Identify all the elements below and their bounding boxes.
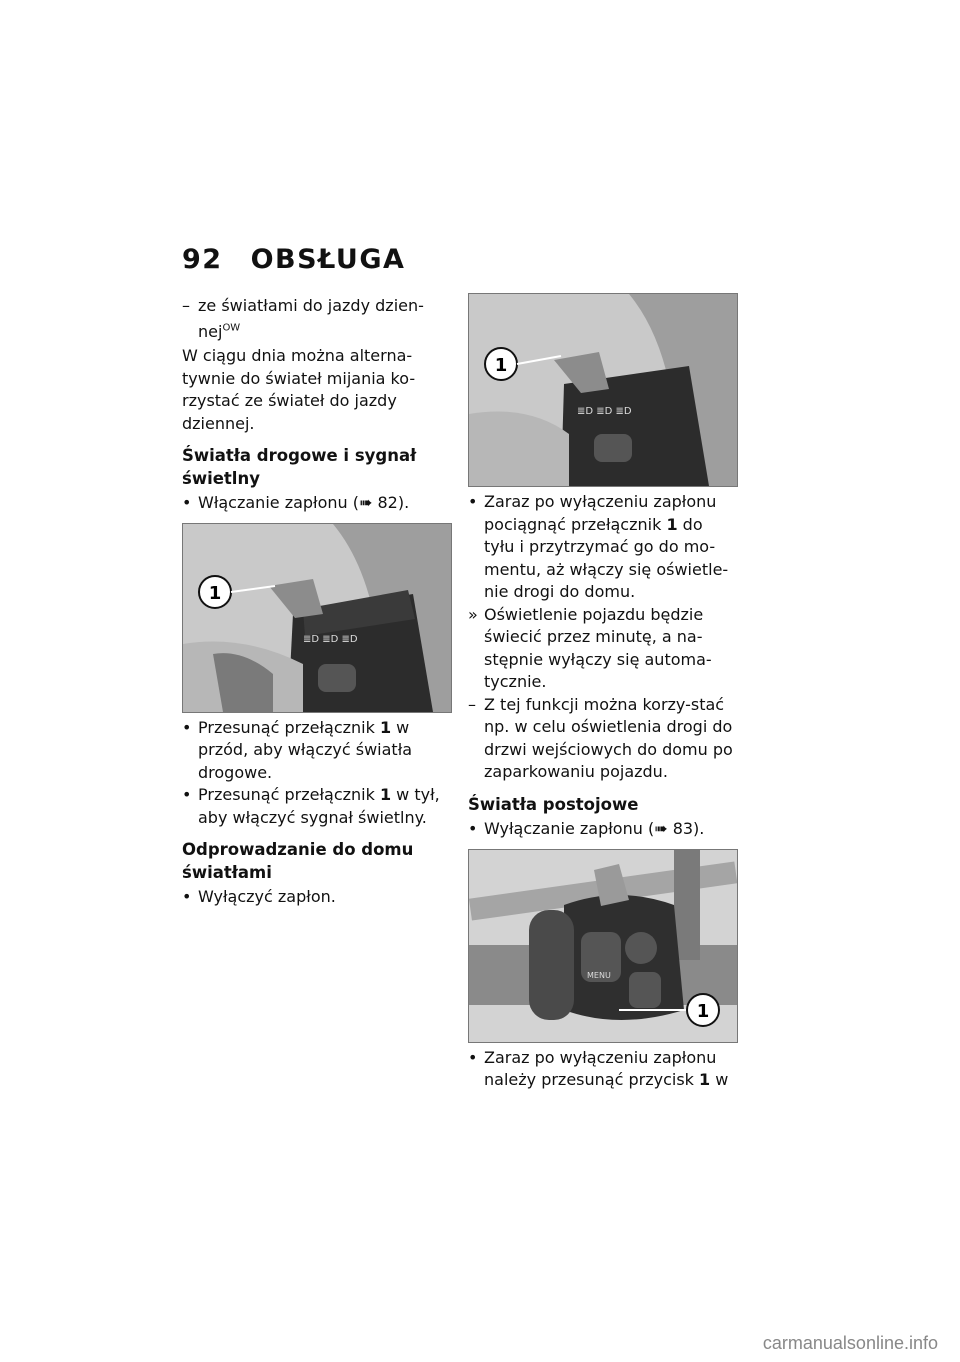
list-item [182, 784, 450, 829]
list-item [468, 1047, 736, 1092]
item-text: Wyłączanie zapłonu ( [484, 819, 655, 838]
figure-parking-light-button [468, 849, 738, 1043]
menu-label: MENU [587, 970, 611, 980]
ref-page: 83). [672, 819, 705, 838]
item-text: Oświetlenie pojazdu będzie świecić przez minutę, a na-stępnie wyłączy się automa-tycznie. [484, 604, 712, 691]
item-text: w przód, aby włączyć światła drogowe. [198, 717, 413, 782]
callout-1: 1 [494, 355, 508, 376]
page-header [182, 244, 405, 275]
list-item [468, 818, 736, 841]
switch-illustration [183, 524, 451, 712]
item-text: Przesunąć przełącznik [198, 785, 380, 805]
svg-text:≣D ≣D ≣D: ≣D ≣D ≣D [303, 633, 358, 645]
dash-item [468, 694, 736, 784]
page-ref[interactable] [359, 493, 409, 512]
switch-illustration [469, 294, 737, 486]
item-number: 1 [379, 785, 392, 805]
svg-text:≣D ≣D ≣D: ≣D ≣D ≣D [577, 406, 632, 417]
bullet-mark: • [468, 1047, 478, 1067]
bullet-mark: • [468, 492, 478, 511]
figure-high-beam-switch [182, 523, 452, 713]
bullet-mark: • [182, 493, 192, 513]
item-text: Zaraz po wyłączeniu zapłonu należy przesunąć przycisk [484, 1047, 717, 1089]
item-text: Przesunąć przełącznik [198, 717, 380, 737]
item-text: do tyłu i przytrzymać go do mo-mentu, aż włączy się oświetle-nie drogi do domu. [484, 514, 729, 601]
section-title-parking-lights: Światła postojowe [468, 794, 639, 814]
page-ref[interactable] [654, 819, 704, 838]
figure-follow-me-home-switch [468, 293, 738, 487]
list-item [182, 717, 450, 785]
result-item [468, 604, 736, 694]
left-column [182, 295, 450, 909]
item-text: Zaraz po wyłączeniu zapłonu pociągnąć przełącznik [484, 492, 717, 534]
callout-1: 1 [208, 582, 222, 604]
dash-item [182, 295, 450, 343]
item-number: 1 [699, 1070, 711, 1089]
bullet-mark: • [182, 887, 192, 907]
ref-page: 82). [377, 493, 410, 513]
ref-arrow-icon: ➠ [654, 819, 668, 838]
list-item [468, 491, 736, 604]
option-superscript: OW [222, 322, 241, 334]
item-text: Z tej funkcji można korzy-stać np. w celu oświetlenia drogi do drzwi wejściowych do domu po zaparkowaniu pojazdu. [484, 694, 733, 781]
right-column [468, 293, 736, 1092]
dash-text: ze światłami do jazdy dzien- [198, 296, 424, 315]
bullet-mark: • [182, 717, 192, 737]
dash-mark: – [468, 694, 476, 714]
item-text: w [710, 1070, 729, 1089]
bullet-mark: • [182, 785, 192, 805]
watermark: carmanualsonline.info [762, 1333, 938, 1353]
page-number: 92 [182, 244, 223, 275]
dash-text-cont-word: nej [198, 321, 223, 341]
list-item [182, 886, 450, 909]
dash-text-cont [198, 322, 240, 341]
ref-arrow-icon: ➠ [359, 493, 373, 513]
list-item [182, 492, 450, 515]
item-text: Wyłączyć zapłon. [198, 887, 336, 907]
bullet-mark: • [468, 819, 478, 838]
section-title-high-beam: Światła drogowe i sygnał świetlny [182, 446, 417, 488]
dash-mark: – [182, 296, 190, 315]
result-mark: » [468, 604, 478, 624]
item-text: w tył, aby włączyć sygnał świetlny. [198, 785, 440, 827]
switch-illustration [469, 850, 737, 1042]
callout-1: 1 [696, 1000, 710, 1022]
item-text: Włączanie zapłonu ( [198, 493, 359, 513]
item-number: 1 [666, 514, 678, 534]
intro-paragraph: W ciągu dnia można alterna-tywnie do świateł mijania ko-rzystać ze świateł do jazdy dziennej. [182, 346, 416, 433]
page-title: OBSŁUGA [250, 244, 406, 275]
item-number: 1 [379, 717, 392, 737]
section-title-follow-me-home: Odprowadzanie do domu światłami [182, 840, 414, 882]
